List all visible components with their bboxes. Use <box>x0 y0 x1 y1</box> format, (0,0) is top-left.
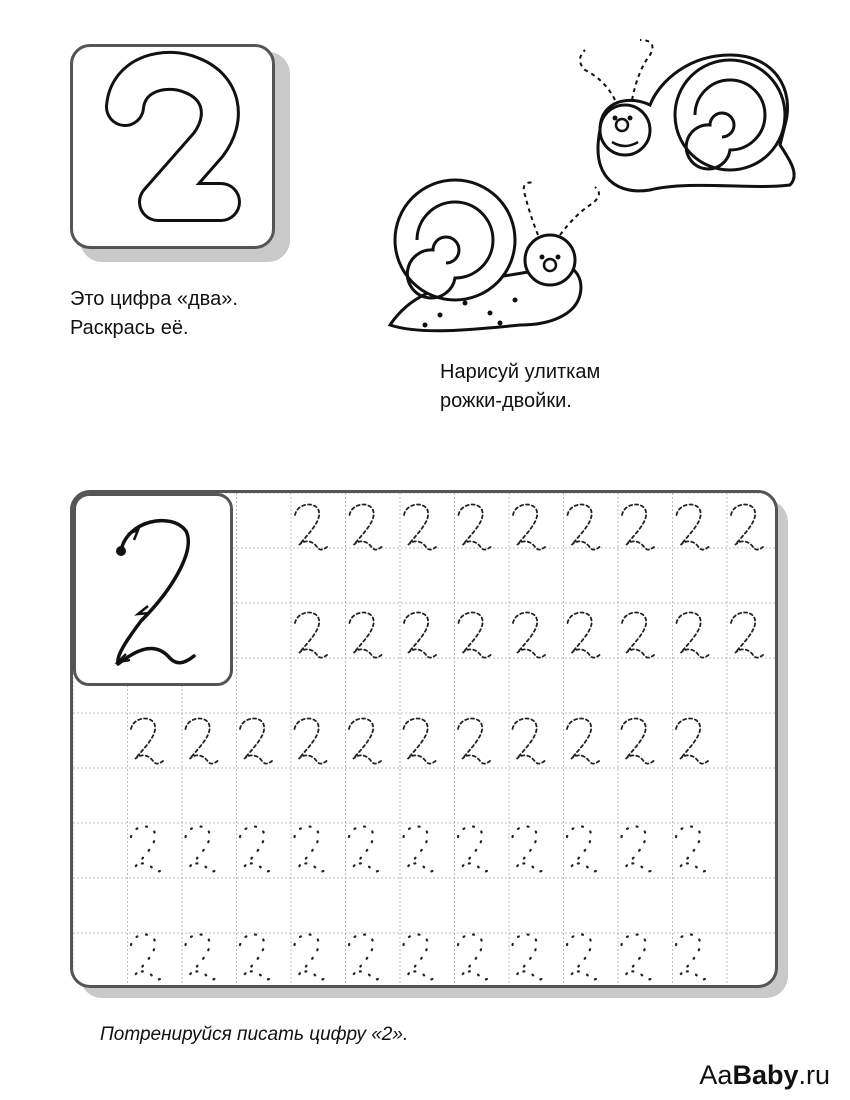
trace-digit-two <box>349 934 381 979</box>
trace-digit-two <box>350 504 382 549</box>
trace-digit-two <box>186 718 218 763</box>
brand-suffix: .ru <box>798 1060 830 1090</box>
trace-digit-two <box>131 718 163 763</box>
trace-digit-two <box>350 612 382 657</box>
practice-instruction: Потренируйся писать цифру «2». <box>100 1024 409 1045</box>
trace-digit-two <box>295 934 327 979</box>
snail-illustration-bottom <box>380 175 610 340</box>
snail-instruction-line1: Нарисуй улиткам <box>440 361 601 383</box>
trace-digit-two <box>513 718 545 763</box>
trace-digit-two <box>240 826 272 871</box>
snail-instruction <box>440 358 700 416</box>
trace-digit-two <box>676 826 708 871</box>
brand-bold: Baby <box>732 1060 799 1090</box>
trace-digit-two <box>568 612 600 657</box>
trace-digit-two <box>240 718 272 763</box>
trace-digit-two <box>186 826 218 871</box>
trace-digit-two <box>131 934 163 979</box>
trace-digit-two <box>459 504 491 549</box>
trace-digit-two <box>622 826 654 871</box>
trace-digit-two <box>513 504 545 549</box>
color-instruction <box>70 285 330 343</box>
brand-prefix: Aa <box>699 1060 733 1090</box>
trace-digit-two <box>622 718 654 763</box>
stroke-order-digit-two <box>76 496 236 689</box>
trace-digit-two <box>240 934 272 979</box>
trace-digit-two <box>404 504 436 549</box>
trace-digit-two <box>513 612 545 657</box>
trace-digit-two <box>513 934 545 979</box>
stroke-order-card <box>73 493 233 686</box>
trace-digit-two <box>349 826 381 871</box>
trace-digit-two <box>295 826 327 871</box>
trace-digit-two <box>568 504 600 549</box>
trace-digit-two <box>567 934 599 979</box>
trace-digit-two <box>676 718 708 763</box>
stroke-start-dot <box>116 546 126 556</box>
trace-digit-two <box>459 612 491 657</box>
brand-logo <box>699 1060 830 1091</box>
trace-digit-two <box>622 934 654 979</box>
trace-digit-two <box>567 826 599 871</box>
trace-digit-two <box>677 504 709 549</box>
trace-digit-two <box>404 934 436 979</box>
trace-digit-two <box>622 504 654 549</box>
trace-digit-two <box>131 826 163 871</box>
trace-digit-two <box>458 718 490 763</box>
trace-digit-two <box>458 934 490 979</box>
trace-digit-two <box>404 612 436 657</box>
digit-card <box>70 44 275 249</box>
trace-digit-two <box>295 612 327 657</box>
color-instruction-line2: Раскрась её. <box>70 317 189 339</box>
trace-digit-two <box>404 718 436 763</box>
trace-digit-two <box>622 612 654 657</box>
trace-digit-two <box>349 718 381 763</box>
color-instruction-line1: Это цифра «два». <box>70 288 238 310</box>
trace-digit-two <box>513 826 545 871</box>
trace-digit-two <box>295 718 327 763</box>
snail-instruction-line2: рожки-двойки. <box>440 390 572 412</box>
outlined-digit-two <box>73 47 278 252</box>
trace-digit-two <box>731 612 763 657</box>
trace-digit-two <box>186 934 218 979</box>
trace-digit-two <box>676 934 708 979</box>
trace-digit-two <box>567 718 599 763</box>
trace-digit-two <box>295 504 327 549</box>
trace-digit-two <box>731 504 763 549</box>
trace-digit-two <box>677 612 709 657</box>
trace-digit-two <box>458 826 490 871</box>
trace-digit-two <box>404 826 436 871</box>
